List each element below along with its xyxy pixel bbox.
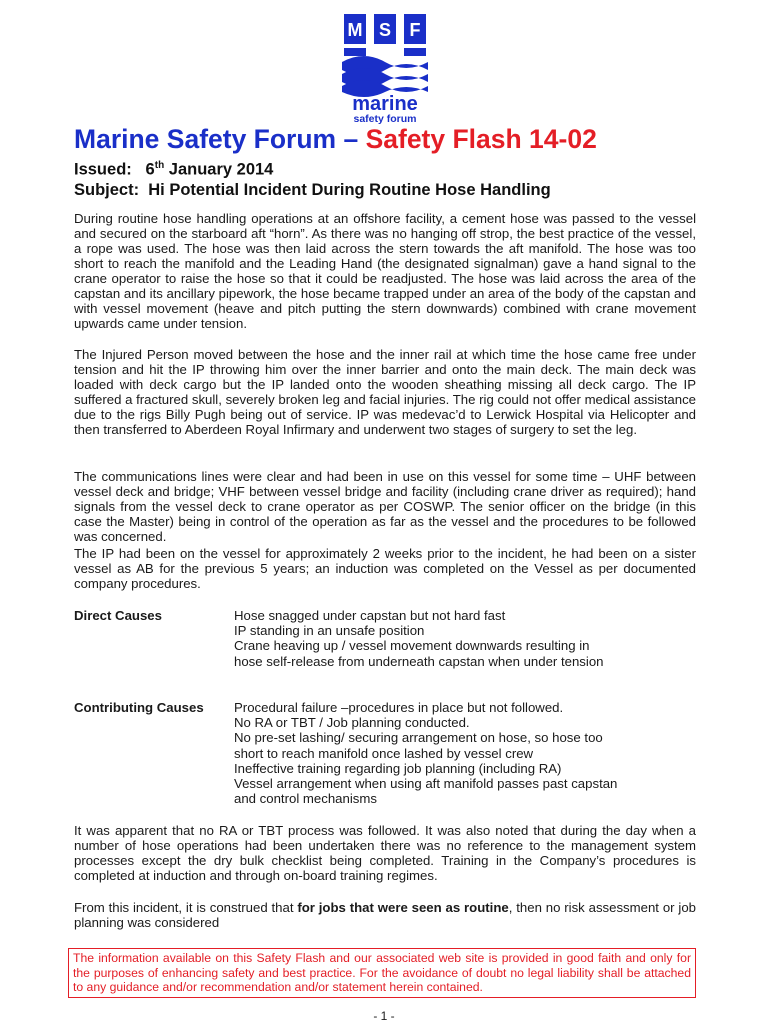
logo-letter-f: F	[409, 20, 421, 40]
direct-cause-item: IP standing in an unsafe position	[234, 623, 425, 639]
msf-logo-graphic	[340, 10, 430, 125]
direct-causes-label: Direct Causes	[74, 608, 162, 623]
contributing-cause-item: Ineffective training regarding job planning (including RA)	[234, 760, 562, 776]
contributing-causes-label: Contributing Causes	[74, 700, 204, 715]
issued-day: 6	[145, 160, 155, 179]
conclusion-start: From this incident, it is construed that	[74, 900, 298, 915]
paragraph-ip-background: The IP had been on the vessel for approximately 2 weeks prior to the incident, he had been on a sister vessel as AB for the previous 5 years; an induction was completed on the Vessel as per documented company procedures.	[74, 546, 696, 591]
logo-pillars	[344, 48, 426, 56]
direct-cause-item: Hose snagged under capstan but not hard fast	[234, 608, 506, 623]
contributing-cause-item: Procedural failure –procedures in place but not followed.	[234, 700, 564, 715]
title-forum: Marine Safety Forum –	[74, 124, 366, 154]
direct-cause-item: Crane heaving up / vessel movement downwards resulting in hose self-release from underneath capstan when under tension	[234, 638, 604, 669]
contributing-causes-list	[234, 700, 619, 806]
page-number: - 1 -	[373, 1009, 395, 1023]
title-flash-number: Safety Flash 14-02	[365, 124, 597, 154]
paragraph-incident-description: During routine hose handling operations at an offshore facility, a cement hose was passed to the vessel and secured on the starboard aft “horn”. As there was no hanging off strop, the best practice of the vessel, a rope was used. The hose was then laid across the stern towards the aft manifold. The hose was too short to reach the manifold and the Leading Hand (the designated signalman) gave a hand signal to the crane operator to raise the hose so that it could be readjusted. The hose was laid across the area of the capstan and its ancillary pipework, the hose became trapped under an area of the body of the capstan and with vessel movement (heave and pitch putting the stern downwards) combined with crane movement upwards came under tension.	[74, 211, 696, 331]
subject-text: Hi Potential Incident During Routine Hose Handling	[148, 181, 551, 199]
disclaimer-box: The information available on this Safety Flash and our associated web site is provided in good faith and only for the purposes of enhancing safety and best practice. For the avoidance of doubt no legal liability shall be attached to any guidance and/or recommendation and/or statement herein contained.	[68, 948, 696, 998]
paragraph-injury: The Injured Person moved between the hose and the inner rail at which time the hose came free under tension and hit the IP throwing him over the inner barrier and onto the main deck. The main deck was loaded with deck cargo but the IP landed onto the wooden sheathing missing all deck cargo. The IP suffered a fractured skull, severely broken leg and facial injuries. The rig could not offer medical assistance due to the rigs Billy Pugh being out of service. IP was medevac’d to Lerwick Hospital via Helicopter and then transferred to Aberdeen Royal Infirmary and underwent two stages of surgery to set the leg.	[74, 347, 696, 437]
contributing-cause-item: Vessel arrangement when using aft manifold passes past capstan and control mechanisms	[234, 776, 618, 807]
paragraph-findings: It was apparent that no RA or TBT process was followed. It was also noted that during the day when a number of hose operations had been undertaken there was no reference to the management system processes except the dry bulk checklist being completed. Training in the Company’s procedures is completed at induction and through on-board training regimes.	[74, 823, 696, 883]
issued-ordinal: th	[154, 160, 165, 171]
issued-date-rest: January 2014	[164, 160, 274, 179]
logo-letter-m: M	[347, 20, 363, 40]
subject-label: Subject:	[74, 181, 140, 199]
msf-logo	[340, 10, 430, 125]
direct-causes-list	[234, 608, 619, 669]
page-title	[74, 124, 597, 155]
contributing-cause-item: No RA or TBT / Job planning conducted.	[234, 715, 470, 731]
paragraph-conclusion	[74, 900, 696, 930]
logo-word: marine	[352, 93, 418, 115]
subject-line	[74, 181, 551, 200]
logo-subword: safety forum	[353, 113, 417, 125]
conclusion-end: , then no risk assessment or job planning was considered	[74, 900, 696, 930]
logo-letter-s: S	[378, 20, 392, 40]
issued-line	[74, 160, 273, 180]
conclusion-emphasis: for jobs that were seen as routine	[297, 900, 509, 915]
issued-label: Issued:	[74, 160, 132, 179]
paragraph-communications: The communications lines were clear and had been in use on this vessel for some time – UHF between vessel deck and bridge; VHF between vessel bridge and facility (including crane driver as required); hand signals from the vessel deck to crane operator as per COSWP. The senior officer on the bridge (in this case the Master) being in control of the operation as far as the vessel and the procedures to be followed was concerned.	[74, 469, 696, 544]
contributing-cause-item: No pre-set lashing/ securing arrangement on hose, so hose too short to reach manifold once lashed by vessel crew	[234, 730, 603, 761]
